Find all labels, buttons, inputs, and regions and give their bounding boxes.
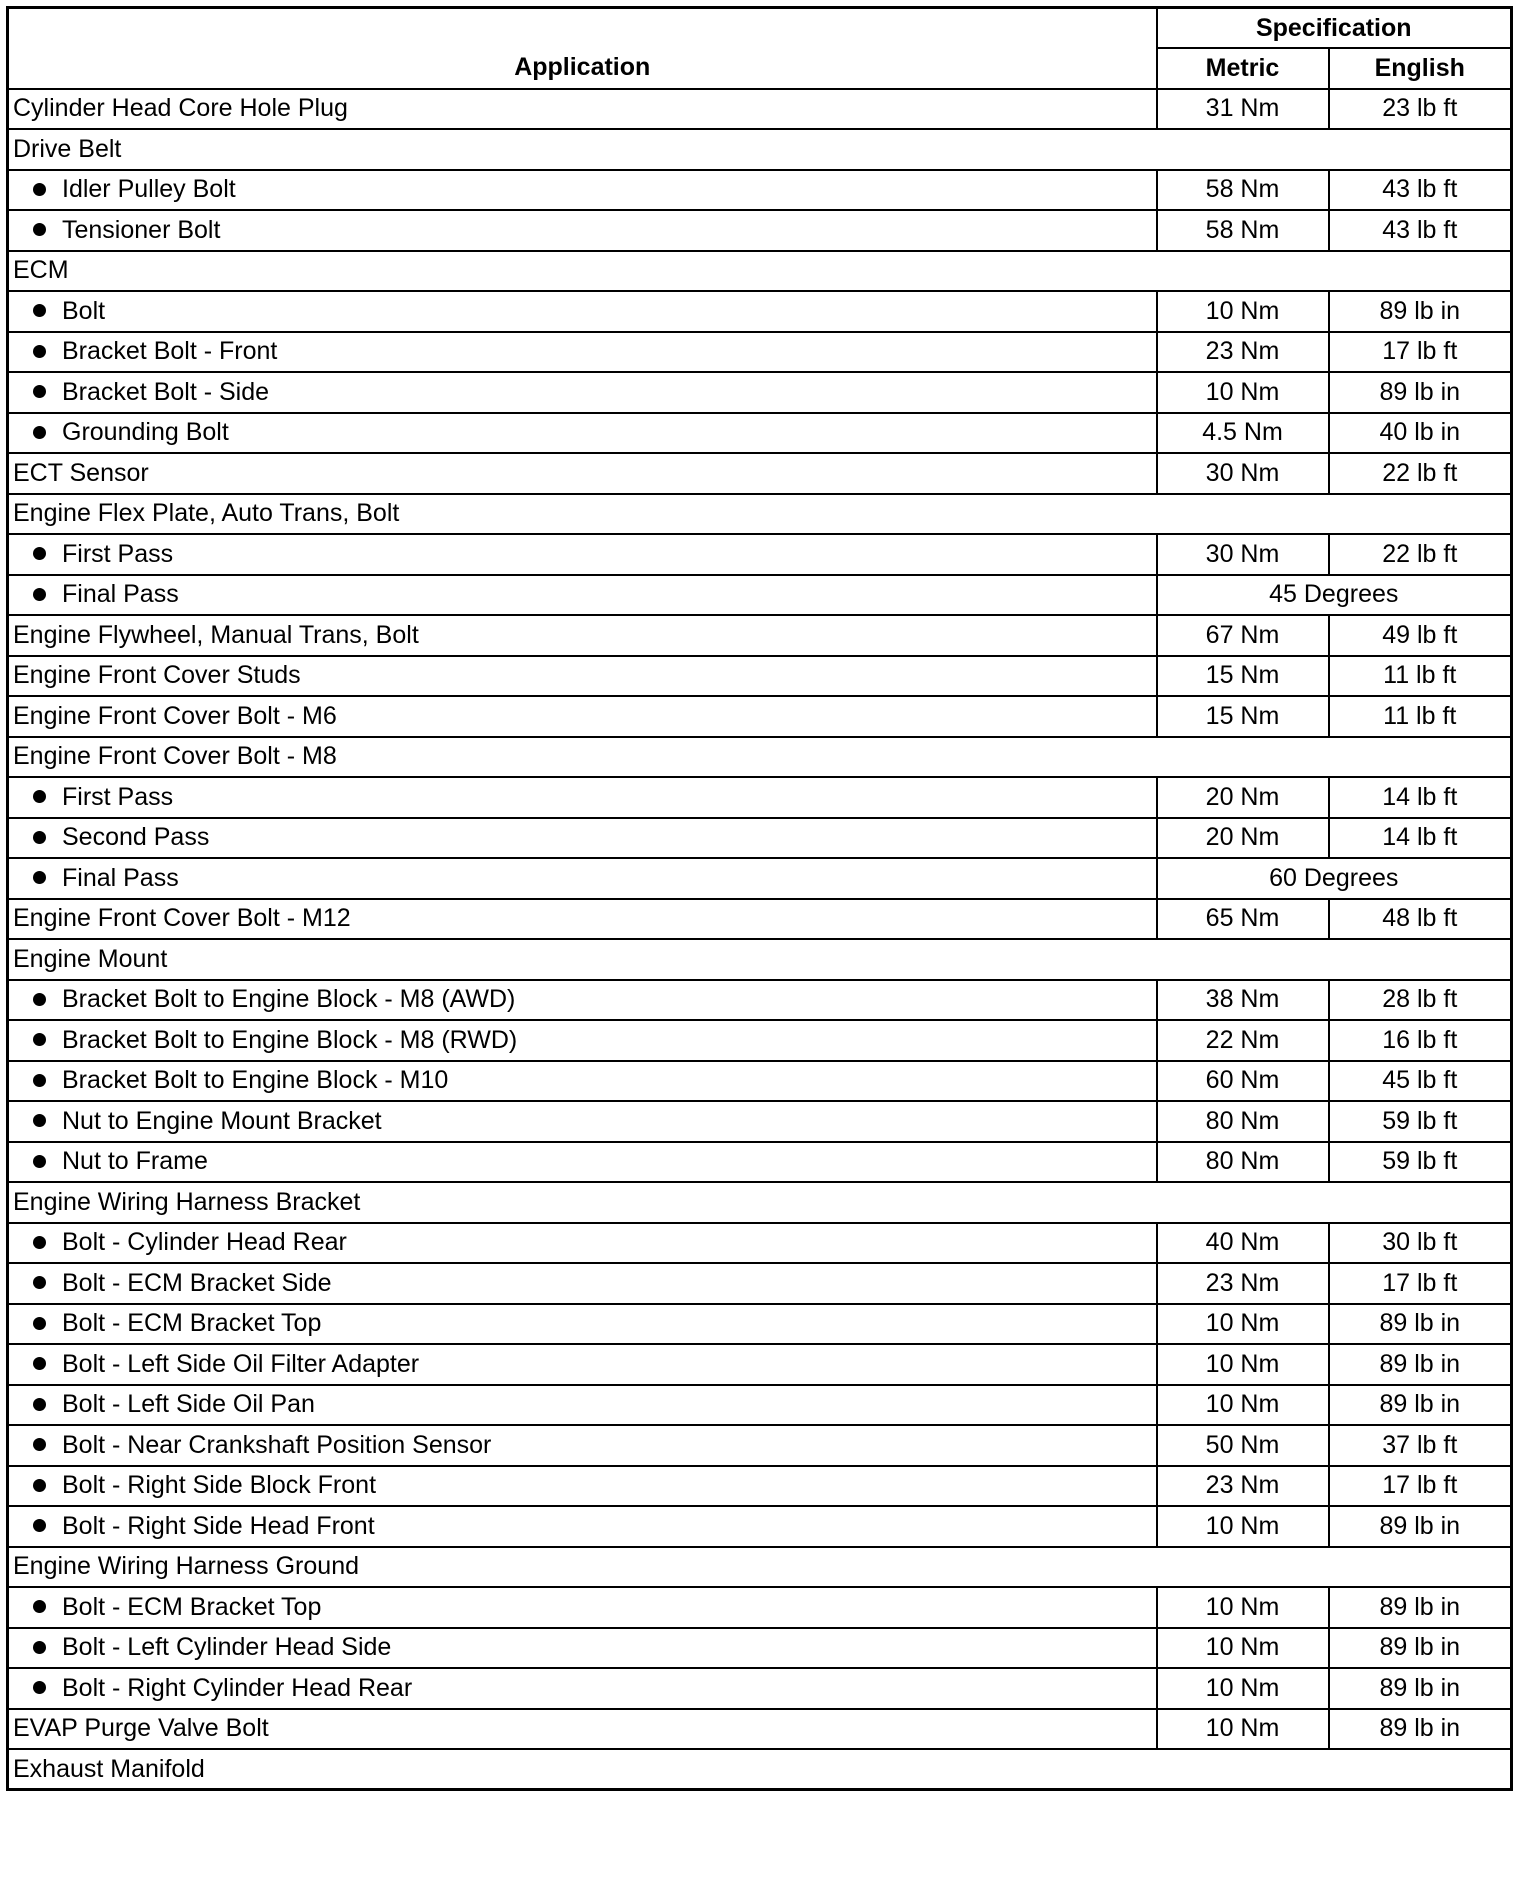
table-row bbox=[8, 980, 1512, 1021]
application-cell bbox=[8, 656, 1157, 697]
table-row bbox=[8, 1506, 1512, 1547]
application-cell bbox=[8, 1709, 1157, 1750]
table-row bbox=[8, 1425, 1512, 1466]
bullet-icon bbox=[33, 1317, 46, 1330]
table-row bbox=[8, 899, 1512, 940]
english-value: 89 lb in bbox=[1329, 1506, 1512, 1547]
english-value: 11 lb ft bbox=[1329, 696, 1512, 737]
application-cell bbox=[8, 1425, 1157, 1466]
application-label: First Pass bbox=[62, 539, 174, 568]
table-row bbox=[8, 170, 1512, 211]
application-label: Bracket Bolt - Side bbox=[62, 377, 270, 406]
bullet-icon bbox=[33, 345, 46, 358]
application-cell bbox=[8, 1263, 1157, 1304]
application-cell bbox=[8, 939, 1512, 980]
application-label: Bolt - Left Side Oil Filter Adapter bbox=[62, 1349, 420, 1378]
application-cell bbox=[8, 170, 1157, 211]
metric-header: Metric bbox=[1157, 48, 1329, 89]
metric-value: 30 Nm bbox=[1157, 453, 1329, 494]
metric-value: 4.5 Nm bbox=[1157, 413, 1329, 454]
application-label: Engine Wiring Harness Bracket bbox=[13, 1187, 361, 1216]
table-row bbox=[8, 1304, 1512, 1345]
metric-value: 31 Nm bbox=[1157, 89, 1329, 130]
metric-value: 50 Nm bbox=[1157, 1425, 1329, 1466]
bullet-icon bbox=[33, 831, 46, 844]
table-row bbox=[8, 1749, 1512, 1790]
table-row bbox=[8, 696, 1512, 737]
english-value: 59 lb ft bbox=[1329, 1142, 1512, 1183]
application-label: EVAP Purge Valve Bolt bbox=[13, 1714, 269, 1743]
english-value: 89 lb in bbox=[1329, 1344, 1512, 1385]
application-cell bbox=[8, 1304, 1157, 1345]
english-value: 43 lb ft bbox=[1329, 210, 1512, 251]
bullet-icon bbox=[33, 223, 46, 236]
application-cell bbox=[8, 129, 1512, 170]
table-row bbox=[8, 1101, 1512, 1142]
table-row bbox=[8, 453, 1512, 494]
metric-value: 22 Nm bbox=[1157, 1020, 1329, 1061]
english-value: 30 lb ft bbox=[1329, 1223, 1512, 1264]
bullet-icon bbox=[33, 1398, 46, 1411]
application-label: Bolt - Right Side Head Front bbox=[62, 1511, 375, 1540]
application-label: Final Pass bbox=[62, 580, 179, 609]
table-row bbox=[8, 1223, 1512, 1264]
metric-value: 58 Nm bbox=[1157, 210, 1329, 251]
english-value: 14 lb ft bbox=[1329, 818, 1512, 859]
bullet-icon bbox=[33, 1074, 46, 1087]
specification-header: Specification bbox=[1157, 8, 1512, 49]
bullet-icon bbox=[33, 1033, 46, 1046]
bullet-icon bbox=[33, 183, 46, 196]
metric-value: 23 Nm bbox=[1157, 1263, 1329, 1304]
bullet-icon bbox=[33, 1600, 46, 1613]
table-row bbox=[8, 1709, 1512, 1750]
english-value: 89 lb in bbox=[1329, 1304, 1512, 1345]
bullet-icon bbox=[33, 790, 46, 803]
application-label: ECT Sensor bbox=[13, 458, 149, 487]
table-row bbox=[8, 1182, 1512, 1223]
application-cell bbox=[8, 453, 1157, 494]
application-label: Engine Flex Plate, Auto Trans, Bolt bbox=[13, 499, 400, 528]
metric-value: 67 Nm bbox=[1157, 615, 1329, 656]
application-label: Bolt - Left Side Oil Pan bbox=[62, 1390, 315, 1419]
application-label: Final Pass bbox=[62, 863, 179, 892]
application-cell bbox=[8, 1344, 1157, 1385]
bullet-icon bbox=[33, 385, 46, 398]
bullet-icon bbox=[33, 1357, 46, 1370]
application-label: Bolt - ECM Bracket Side bbox=[62, 1268, 332, 1297]
english-value: 22 lb ft bbox=[1329, 534, 1512, 575]
application-label: Grounding Bolt bbox=[62, 418, 229, 447]
table-row bbox=[8, 1466, 1512, 1507]
table-row bbox=[8, 858, 1512, 899]
application-cell bbox=[8, 1020, 1157, 1061]
english-value: 89 lb in bbox=[1329, 1628, 1512, 1669]
english-value: 89 lb in bbox=[1329, 1709, 1512, 1750]
metric-value: 15 Nm bbox=[1157, 656, 1329, 697]
metric-value: 20 Nm bbox=[1157, 818, 1329, 859]
application-cell bbox=[8, 899, 1157, 940]
application-label: First Pass bbox=[62, 782, 174, 811]
table-row bbox=[8, 1547, 1512, 1588]
bullet-icon bbox=[33, 1479, 46, 1492]
table-row bbox=[8, 575, 1512, 616]
bullet-icon bbox=[33, 1114, 46, 1127]
english-header: English bbox=[1329, 48, 1512, 89]
table-row bbox=[8, 1020, 1512, 1061]
english-value: 48 lb ft bbox=[1329, 899, 1512, 940]
table-row bbox=[8, 291, 1512, 332]
table-row bbox=[8, 615, 1512, 656]
header-row-top bbox=[8, 8, 1512, 49]
metric-value: 10 Nm bbox=[1157, 1506, 1329, 1547]
application-cell bbox=[8, 696, 1157, 737]
english-value: 49 lb ft bbox=[1329, 615, 1512, 656]
application-label: Bracket Bolt - Front bbox=[62, 337, 278, 366]
application-cell bbox=[8, 210, 1157, 251]
application-cell bbox=[8, 858, 1157, 899]
application-cell bbox=[8, 332, 1157, 373]
application-label: Cylinder Head Core Hole Plug bbox=[13, 94, 348, 123]
application-label: Second Pass bbox=[62, 823, 210, 852]
torque-spec-table bbox=[6, 6, 1513, 1791]
application-label: Bolt - Left Cylinder Head Side bbox=[62, 1633, 392, 1662]
english-value: 11 lb ft bbox=[1329, 656, 1512, 697]
english-value: 17 lb ft bbox=[1329, 1263, 1512, 1304]
bullet-icon bbox=[33, 871, 46, 884]
application-cell bbox=[8, 1587, 1157, 1628]
table-row bbox=[8, 1142, 1512, 1183]
bullet-icon bbox=[33, 426, 46, 439]
table-row bbox=[8, 656, 1512, 697]
english-value: 89 lb in bbox=[1329, 1587, 1512, 1628]
application-label: Bolt - Right Cylinder Head Rear bbox=[62, 1673, 413, 1702]
application-label: Bolt - Cylinder Head Rear bbox=[62, 1228, 347, 1257]
application-label: Engine Mount bbox=[13, 944, 168, 973]
application-label: Idler Pulley Bolt bbox=[62, 175, 236, 204]
application-cell bbox=[8, 1506, 1157, 1547]
bullet-icon bbox=[33, 547, 46, 560]
application-label: Bolt - Near Crankshaft Position Sensor bbox=[62, 1430, 492, 1459]
application-cell bbox=[8, 291, 1157, 332]
table-row bbox=[8, 372, 1512, 413]
metric-value: 65 Nm bbox=[1157, 899, 1329, 940]
application-cell bbox=[8, 534, 1157, 575]
application-cell bbox=[8, 1182, 1512, 1223]
table-row bbox=[8, 1385, 1512, 1426]
table-row bbox=[8, 818, 1512, 859]
table-row bbox=[8, 1061, 1512, 1102]
application-label: Drive Belt bbox=[13, 134, 122, 163]
metric-value: 80 Nm bbox=[1157, 1101, 1329, 1142]
metric-value: 23 Nm bbox=[1157, 332, 1329, 373]
table-row bbox=[8, 1587, 1512, 1628]
metric-value: 10 Nm bbox=[1157, 1385, 1329, 1426]
english-value: 23 lb ft bbox=[1329, 89, 1512, 130]
table-row bbox=[8, 494, 1512, 535]
metric-value: 20 Nm bbox=[1157, 777, 1329, 818]
english-value: 89 lb in bbox=[1329, 291, 1512, 332]
bullet-icon bbox=[33, 1276, 46, 1289]
spec-value-combined: 45 Degrees bbox=[1157, 575, 1512, 616]
english-value: 59 lb ft bbox=[1329, 1101, 1512, 1142]
english-value: 16 lb ft bbox=[1329, 1020, 1512, 1061]
english-value: 40 lb in bbox=[1329, 413, 1512, 454]
application-label: Bolt bbox=[62, 296, 106, 325]
english-value: 28 lb ft bbox=[1329, 980, 1512, 1021]
application-cell bbox=[8, 89, 1157, 130]
table-row bbox=[8, 129, 1512, 170]
metric-value: 10 Nm bbox=[1157, 1709, 1329, 1750]
metric-value: 10 Nm bbox=[1157, 1344, 1329, 1385]
metric-value: 10 Nm bbox=[1157, 1587, 1329, 1628]
english-value: 17 lb ft bbox=[1329, 1466, 1512, 1507]
metric-value: 10 Nm bbox=[1157, 291, 1329, 332]
application-cell bbox=[8, 1223, 1157, 1264]
application-label: Engine Front Cover Studs bbox=[13, 661, 301, 690]
table-row bbox=[8, 413, 1512, 454]
table-row bbox=[8, 210, 1512, 251]
bullet-icon bbox=[33, 1155, 46, 1168]
application-label: Bracket Bolt to Engine Block - M8 (AWD) bbox=[62, 985, 516, 1014]
application-label: Bracket Bolt to Engine Block - M8 (RWD) bbox=[62, 1025, 518, 1054]
metric-value: 15 Nm bbox=[1157, 696, 1329, 737]
application-label: Bolt - ECM Bracket Top bbox=[62, 1309, 322, 1338]
application-label: Bolt - Right Side Block Front bbox=[62, 1471, 377, 1500]
table-row bbox=[8, 737, 1512, 778]
table-row bbox=[8, 777, 1512, 818]
table-row bbox=[8, 939, 1512, 980]
english-value: 37 lb ft bbox=[1329, 1425, 1512, 1466]
application-label: Engine Front Cover Bolt - M8 bbox=[13, 742, 337, 771]
bullet-icon bbox=[33, 993, 46, 1006]
spec-table-body bbox=[8, 89, 1512, 1790]
application-label: Nut to Frame bbox=[62, 1147, 208, 1176]
application-label: Nut to Engine Mount Bracket bbox=[62, 1106, 382, 1135]
metric-value: 80 Nm bbox=[1157, 1142, 1329, 1183]
application-cell bbox=[8, 737, 1512, 778]
english-value: 89 lb in bbox=[1329, 1668, 1512, 1709]
application-label: Engine Front Cover Bolt - M6 bbox=[13, 701, 337, 730]
english-value: 14 lb ft bbox=[1329, 777, 1512, 818]
application-cell bbox=[8, 1385, 1157, 1426]
metric-value: 10 Nm bbox=[1157, 1668, 1329, 1709]
bullet-icon bbox=[33, 1236, 46, 1249]
table-row bbox=[8, 534, 1512, 575]
application-header: Application bbox=[8, 8, 1157, 89]
application-label: Bolt - ECM Bracket Top bbox=[62, 1592, 322, 1621]
application-cell bbox=[8, 1628, 1157, 1669]
table-row bbox=[8, 1344, 1512, 1385]
application-cell bbox=[8, 1668, 1157, 1709]
application-label: Tensioner Bolt bbox=[62, 215, 221, 244]
application-cell bbox=[8, 251, 1512, 292]
application-label: Engine Front Cover Bolt - M12 bbox=[13, 904, 351, 933]
application-cell bbox=[8, 1142, 1157, 1183]
english-value: 45 lb ft bbox=[1329, 1061, 1512, 1102]
metric-value: 10 Nm bbox=[1157, 1304, 1329, 1345]
bullet-icon bbox=[33, 1438, 46, 1451]
metric-value: 40 Nm bbox=[1157, 1223, 1329, 1264]
table-row bbox=[8, 1668, 1512, 1709]
metric-value: 38 Nm bbox=[1157, 980, 1329, 1021]
english-value: 22 lb ft bbox=[1329, 453, 1512, 494]
bullet-icon bbox=[33, 304, 46, 317]
table-row bbox=[8, 251, 1512, 292]
application-label: Engine Wiring Harness Ground bbox=[13, 1552, 359, 1581]
english-value: 43 lb ft bbox=[1329, 170, 1512, 211]
bullet-icon bbox=[33, 1519, 46, 1532]
application-cell bbox=[8, 1101, 1157, 1142]
application-label: Bracket Bolt to Engine Block - M10 bbox=[62, 1066, 449, 1095]
application-cell bbox=[8, 575, 1157, 616]
english-value: 17 lb ft bbox=[1329, 332, 1512, 373]
bullet-icon bbox=[33, 1641, 46, 1654]
application-cell bbox=[8, 1749, 1512, 1790]
application-cell bbox=[8, 1466, 1157, 1507]
application-cell bbox=[8, 372, 1157, 413]
application-label: Engine Flywheel, Manual Trans, Bolt bbox=[13, 620, 419, 649]
metric-value: 10 Nm bbox=[1157, 372, 1329, 413]
application-cell bbox=[8, 615, 1157, 656]
metric-value: 30 Nm bbox=[1157, 534, 1329, 575]
application-label: ECM bbox=[13, 256, 69, 285]
english-value: 89 lb in bbox=[1329, 1385, 1512, 1426]
application-cell bbox=[8, 980, 1157, 1021]
metric-value: 58 Nm bbox=[1157, 170, 1329, 211]
application-label: Exhaust Manifold bbox=[13, 1754, 205, 1783]
spec-value-combined: 60 Degrees bbox=[1157, 858, 1512, 899]
bullet-icon bbox=[33, 588, 46, 601]
table-row bbox=[8, 1263, 1512, 1304]
metric-value: 60 Nm bbox=[1157, 1061, 1329, 1102]
application-cell bbox=[8, 777, 1157, 818]
application-cell bbox=[8, 1061, 1157, 1102]
bullet-icon bbox=[33, 1681, 46, 1694]
table-row bbox=[8, 89, 1512, 130]
application-cell bbox=[8, 494, 1512, 535]
table-row bbox=[8, 332, 1512, 373]
application-cell bbox=[8, 1547, 1512, 1588]
english-value: 89 lb in bbox=[1329, 372, 1512, 413]
table-row bbox=[8, 1628, 1512, 1669]
metric-value: 23 Nm bbox=[1157, 1466, 1329, 1507]
application-cell bbox=[8, 818, 1157, 859]
metric-value: 10 Nm bbox=[1157, 1628, 1329, 1669]
application-cell bbox=[8, 413, 1157, 454]
